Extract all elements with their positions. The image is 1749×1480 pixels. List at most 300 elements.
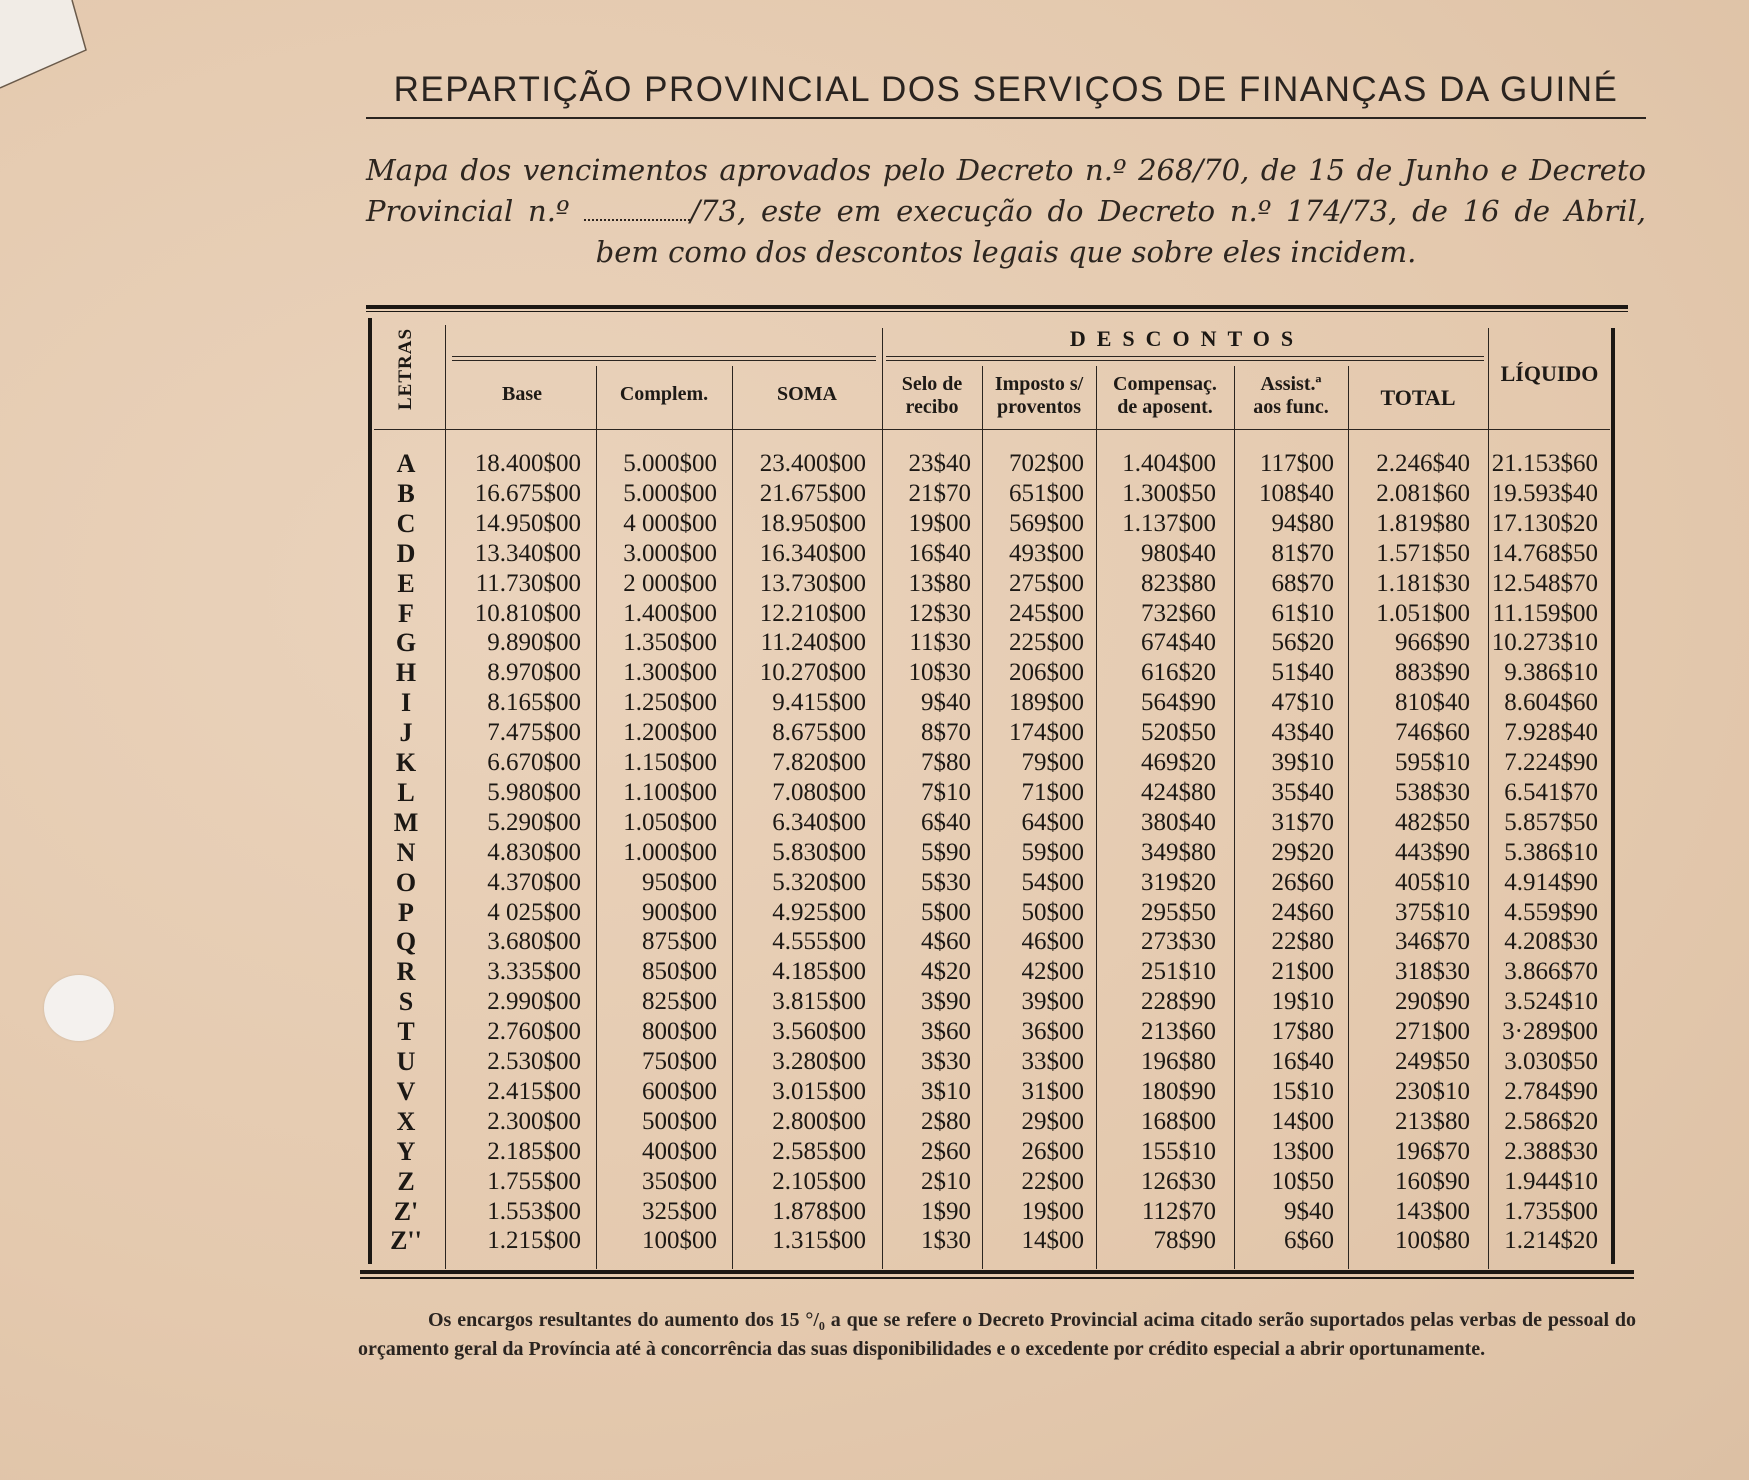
cell-assist: 14$00 [1271,1108,1334,1135]
header-soma: SOMA [777,383,837,405]
cell-base: 3.335$00 [487,958,581,985]
title-rule [366,117,1646,119]
cell-assist: 51$40 [1271,659,1334,686]
table-row [0,748,1640,778]
row-letter: I [400,688,412,717]
left-group-rule-upper [452,356,876,357]
row-letter: Z'' [390,1226,422,1255]
table-row [0,778,1640,808]
row-letter: V [396,1077,416,1106]
cell-liquido: 6.541$70 [1504,779,1598,806]
folded-corner [0,0,90,90]
cell-selo: 21$70 [908,480,971,507]
descontos-rule-upper [886,356,1484,357]
cell-liquido: 1.735$00 [1504,1198,1598,1225]
table-row [0,1107,1640,1137]
cell-assist: 22$80 [1271,928,1334,955]
cell-liquido: 8.604$60 [1504,689,1598,716]
cell-total: 1.819$80 [1376,510,1470,537]
cell-total: 196$70 [1395,1138,1470,1165]
table-row [0,1167,1640,1197]
row-letter: X [396,1107,416,1136]
cell-soma: 21.675$00 [759,480,866,507]
cell-soma: 1.315$00 [772,1227,866,1254]
cell-imposto: 54$00 [1021,869,1084,896]
cell-assist: 43$40 [1271,719,1334,746]
cell-base: 4.370$00 [487,869,581,896]
cell-imposto: 174$00 [1009,719,1084,746]
cell-selo: 12$30 [908,600,971,627]
cell-assist: 81$70 [1271,540,1334,567]
cell-soma: 16.340$00 [759,540,866,567]
cell-total: 143$00 [1395,1198,1470,1225]
cell-imposto: 14$00 [1021,1227,1084,1254]
cell-liquido: 7.224$90 [1504,749,1598,776]
cell-liquido: 11.159$00 [1492,600,1598,627]
table-row [0,479,1640,509]
cell-selo: 3$60 [921,1018,971,1045]
cell-complem: 4 000$00 [623,510,717,537]
cell-total: 595$10 [1395,749,1470,776]
header-selo-line2: recibo [905,396,959,418]
cell-base: 18.400$00 [474,450,581,477]
row-letter: S [398,987,414,1016]
cell-compens: 228$90 [1141,988,1216,1015]
cell-compens: 1.137$00 [1122,510,1216,537]
cell-total: 213$80 [1395,1108,1470,1135]
cell-imposto: 275$00 [1009,570,1084,597]
intro-text-part2: /73, este em execução do Decreto n.º 174/73, de 16 de Abril, bem como dos descontos legais que sobre eles incidem. [595,194,1646,269]
cell-base: 10.810$00 [474,600,581,627]
cell-base: 2.530$00 [487,1048,581,1075]
cell-complem: 325$00 [642,1198,717,1225]
cell-complem: 1.150$00 [623,749,717,776]
table-row [0,1047,1640,1077]
cell-assist: 117$00 [1259,450,1334,477]
cell-imposto: 59$00 [1021,839,1084,866]
cell-selo: 4$60 [921,928,971,955]
row-letter: Y [396,1137,416,1166]
cell-imposto: 50$00 [1021,899,1084,926]
cell-assist: 6$60 [1284,1227,1334,1254]
cell-complem: 1.400$00 [623,600,717,627]
cell-compens: 349$80 [1141,839,1216,866]
table-row [0,1137,1640,1167]
cell-soma: 2.105$00 [772,1168,866,1195]
cell-liquido: 2.388$30 [1504,1138,1598,1165]
cell-compens: 732$60 [1141,600,1216,627]
cell-compens: 213$60 [1141,1018,1216,1045]
cell-soma: 4.555$00 [772,928,866,955]
cell-liquido: 21.153$60 [1491,450,1598,477]
header-selo [882,373,982,419]
cell-total: 966$90 [1395,629,1470,656]
cell-base: 3.680$00 [487,928,581,955]
table-row [0,509,1640,539]
cell-soma: 7.080$00 [772,779,866,806]
cell-compens: 1.404$00 [1122,450,1216,477]
cell-selo: 23$40 [908,450,971,477]
table-row [0,569,1640,599]
cell-assist: 24$60 [1271,899,1334,926]
cell-selo: 19$00 [908,510,971,537]
cell-imposto: 702$00 [1009,450,1084,477]
cell-compens: 168$00 [1141,1108,1216,1135]
cell-total: 883$90 [1395,659,1470,686]
cell-assist: 10$50 [1271,1168,1334,1195]
table-row [0,1197,1640,1227]
cell-assist: 68$70 [1271,570,1334,597]
row-letter: B [397,479,415,508]
cell-imposto: 189$00 [1009,689,1084,716]
cell-soma: 5.830$00 [772,839,866,866]
header-imposto-line1: Imposto s/ [994,373,1084,395]
cell-selo: 5$90 [921,839,971,866]
cell-base: 1.215$00 [487,1227,581,1254]
table-row [0,718,1640,748]
cell-assist: 29$20 [1271,839,1334,866]
cell-soma: 9.415$00 [772,689,866,716]
row-letter: T [397,1017,415,1046]
cell-assist: 31$70 [1271,809,1334,836]
header-imposto [982,373,1096,419]
cell-selo: 9$40 [921,689,971,716]
cell-imposto: 651$00 [1009,480,1084,507]
cell-total: 810$40 [1395,689,1470,716]
row-letter: M [393,808,419,837]
cell-soma: 3.560$00 [772,1018,866,1045]
cell-assist: 16$40 [1271,1048,1334,1075]
table-bottom-rule-thin [360,1277,1634,1279]
table-row [0,628,1640,658]
header-compens-line2: de aposent. [1117,396,1213,418]
cell-base: 2.760$00 [487,1018,581,1045]
cell-compens: 1.300$50 [1122,480,1216,507]
row-letter: P [398,898,414,927]
cell-complem: 1.350$00 [623,629,717,656]
cell-total: 482$50 [1395,809,1470,836]
cell-total: 538$30 [1395,779,1470,806]
cell-liquido: 17.130$20 [1491,510,1598,537]
footnote: Os encargos resultantes do aumento dos 15 °/₀ a que se refere o Decreto Provincial acima citado serão suportados pelas verbas de pessoal do orçamento geral da Província até à concorrência das suas disponibilidades e o excedente por crédito especial a abrir oportunamente. [358,1309,1636,1360]
row-letter: Q [395,927,417,956]
cell-compens: 126$30 [1141,1168,1216,1195]
cell-selo: 13$80 [908,570,971,597]
cell-total: 1.181$30 [1376,570,1470,597]
cell-complem: 800$00 [642,1018,717,1045]
header-imposto-line2: proventos [996,396,1082,418]
row-letter: K [395,748,417,777]
cell-total: 318$30 [1395,958,1470,985]
cell-compens: 674$40 [1141,629,1216,656]
cell-total: 405$10 [1395,869,1470,896]
cell-liquido: 4.914$90 [1504,869,1598,896]
cell-assist: 17$80 [1271,1018,1334,1045]
cell-imposto: 42$00 [1021,958,1084,985]
cell-assist: 19$10 [1271,988,1334,1015]
header-selo-line1: Selo de [901,373,963,395]
cell-soma: 8.675$00 [772,719,866,746]
cell-selo: 8$70 [921,719,971,746]
row-letter: E [397,569,415,598]
cell-complem: 1.250$00 [623,689,717,716]
table-top-rule-thin [366,311,1628,312]
cell-complem: 1.200$00 [623,719,717,746]
cell-liquido: 3.866$70 [1504,958,1598,985]
cell-compens: 155$10 [1141,1138,1216,1165]
cell-imposto: 46$00 [1021,928,1084,955]
table-row [0,658,1640,688]
intro-text-part1: Mapa dos vencimentos aprovados pelo Decreto n.º 268/70, de 15 de Junho e Decreto Provincial n.º [366,153,1646,228]
cell-complem: 5.000$00 [623,480,717,507]
cell-base: 16.675$00 [474,480,581,507]
cell-assist: 108$40 [1259,480,1334,507]
cell-selo: 3$10 [921,1078,971,1105]
cell-complem: 750$00 [642,1048,717,1075]
cell-complem: 1.100$00 [623,779,717,806]
row-letter: A [396,449,416,478]
cell-compens: 319$20 [1141,869,1216,896]
cell-assist: 26$60 [1271,869,1334,896]
header-liquido: LÍQUIDO [1500,361,1599,386]
cell-liquido: 4.559$90 [1504,899,1598,926]
cell-total: 2.081$60 [1376,480,1470,507]
cell-imposto: 569$00 [1009,510,1084,537]
cell-liquido: 14.768$50 [1491,540,1598,567]
cell-liquido: 12.548$70 [1491,570,1598,597]
header-assist-line2: aos func. [1253,396,1329,418]
row-letter: H [395,658,417,687]
cell-complem: 1.300$00 [623,659,717,686]
table-row [0,898,1640,928]
cell-imposto: 31$00 [1021,1078,1084,1105]
cell-liquido: 3.030$50 [1504,1048,1598,1075]
cell-imposto: 33$00 [1021,1048,1084,1075]
cell-assist: 13$00 [1271,1138,1334,1165]
cell-total: 346$70 [1395,928,1470,955]
cell-imposto: 71$00 [1021,779,1084,806]
cell-complem: 900$00 [642,899,717,926]
cell-compens: 295$50 [1141,899,1216,926]
cell-base: 1.553$00 [487,1198,581,1225]
cell-imposto: 29$00 [1021,1108,1084,1135]
cell-selo: 5$30 [921,869,971,896]
cell-selo: 2$60 [921,1138,971,1165]
table-row [0,808,1640,838]
table-bottom-rule [360,1270,1634,1274]
cell-total: 1.051$00 [1376,600,1470,627]
table-row [0,838,1640,868]
row-letter: Z' [393,1197,419,1226]
cell-base: 9.890$00 [487,629,581,656]
table-row [0,539,1640,569]
cell-base: 2.300$00 [487,1108,581,1135]
cell-compens: 78$90 [1153,1227,1216,1254]
cell-complem: 1.050$00 [623,809,717,836]
cell-imposto: 245$00 [1009,600,1084,627]
cell-complem: 500$00 [642,1108,717,1135]
cell-compens: 469$20 [1141,749,1216,776]
cell-liquido: 3.524$10 [1504,988,1598,1015]
cell-soma: 1.878$00 [772,1198,866,1225]
cell-liquido: 3·289$00 [1502,1018,1598,1045]
cell-liquido: 10.273$10 [1491,629,1598,656]
cell-selo: 5$00 [921,899,971,926]
cell-liquido: 9.386$10 [1504,659,1598,686]
cell-total: 230$10 [1395,1078,1470,1105]
cell-selo: 4$20 [921,958,971,985]
cell-compens: 380$40 [1141,809,1216,836]
cell-assist: 61$10 [1271,600,1334,627]
cell-liquido: 7.928$40 [1504,719,1598,746]
cell-imposto: 225$00 [1009,629,1084,656]
cell-base: 5.980$00 [487,779,581,806]
cell-selo: 1$90 [921,1198,971,1225]
cell-compens: 823$80 [1141,570,1216,597]
cell-base: 8.165$00 [487,689,581,716]
cell-selo: 11$30 [909,629,971,656]
cell-assist: 39$10 [1271,749,1334,776]
header-letras [386,323,426,415]
header-compens [1096,373,1234,419]
cell-imposto: 26$00 [1021,1138,1084,1165]
cell-complem: 1.000$00 [623,839,717,866]
cell-soma: 2.800$00 [772,1108,866,1135]
cell-total: 443$90 [1395,839,1470,866]
cell-base: 2.990$00 [487,988,581,1015]
cell-soma: 6.340$00 [772,809,866,836]
cell-total: 249$50 [1395,1048,1470,1075]
cell-liquido: 4.208$30 [1504,928,1598,955]
row-letter: O [395,868,417,897]
cell-assist: 9$40 [1284,1198,1334,1225]
cell-base: 6.670$00 [487,749,581,776]
cell-compens: 616$20 [1141,659,1216,686]
cell-soma: 12.210$00 [759,600,866,627]
table-row [0,1226,1640,1256]
cell-total: 2.246$40 [1376,450,1470,477]
cell-liquido: 2.784$90 [1504,1078,1598,1105]
header-assist-line1: Assist.ª [1260,373,1322,395]
cell-imposto: 39$00 [1021,988,1084,1015]
cell-soma: 4.925$00 [772,899,866,926]
cell-imposto: 206$00 [1009,659,1084,686]
header-assist [1234,373,1348,419]
cell-complem: 350$00 [642,1168,717,1195]
cell-base: 7.475$00 [487,719,581,746]
cell-base: 2.415$00 [487,1078,581,1105]
cell-liquido: 5.857$50 [1504,809,1598,836]
row-letter: U [396,1047,416,1076]
cell-soma: 2.585$00 [772,1138,866,1165]
cell-base: 14.950$00 [474,510,581,537]
row-letter: D [396,539,416,568]
cell-assist: 35$40 [1271,779,1334,806]
cell-selo: 1$30 [921,1227,971,1254]
row-letter: N [396,838,416,867]
left-group-rule-lower [452,360,876,361]
row-letter: G [395,628,417,657]
table-row [0,868,1640,898]
cell-complem: 2 000$00 [623,570,717,597]
cell-imposto: 79$00 [1021,749,1084,776]
cell-complem: 5.000$00 [623,450,717,477]
cell-liquido: 1.944$10 [1504,1168,1598,1195]
cell-base: 13.340$00 [474,540,581,567]
cell-soma: 4.185$00 [772,958,866,985]
cell-complem: 875$00 [642,928,717,955]
cell-imposto: 493$00 [1009,540,1084,567]
cell-compens: 251$10 [1141,958,1216,985]
table-row [0,1017,1640,1047]
cell-soma: 23.400$00 [759,450,866,477]
cell-complem: 850$00 [642,958,717,985]
cell-soma: 11.240$00 [760,629,866,656]
table-row [0,957,1640,987]
cell-soma: 3.015$00 [772,1078,866,1105]
intro-paragraph [366,150,1646,273]
cell-imposto: 19$00 [1021,1198,1084,1225]
cell-compens: 273$30 [1141,928,1216,955]
cell-imposto: 36$00 [1021,1018,1084,1045]
cell-complem: 3.000$00 [623,540,717,567]
cell-selo: 2$80 [921,1108,971,1135]
cell-soma: 3.280$00 [772,1048,866,1075]
cell-imposto: 64$00 [1021,809,1084,836]
cell-assist: 15$10 [1271,1078,1334,1105]
cell-complem: 600$00 [642,1078,717,1105]
cell-selo: 3$90 [921,988,971,1015]
cell-selo: 7$80 [921,749,971,776]
cell-base: 4 025$00 [487,899,581,926]
cell-compens: 112$70 [1141,1198,1216,1225]
cell-assist: 47$10 [1271,689,1334,716]
cell-total: 1.571$50 [1376,540,1470,567]
cell-selo: 7$10 [921,779,971,806]
cell-selo: 2$10 [921,1168,971,1195]
cell-base: 5.290$00 [487,809,581,836]
cell-compens: 180$90 [1141,1078,1216,1105]
row-letter: R [396,957,416,986]
cell-base: 8.970$00 [487,659,581,686]
cell-selo: 10$30 [908,659,971,686]
cell-complem: 400$00 [642,1138,717,1165]
cell-liquido: 19.593$40 [1491,480,1598,507]
blank-decree-number [584,199,690,221]
cell-assist: 94$80 [1271,510,1334,537]
cell-selo: 3$30 [921,1048,971,1075]
cell-complem: 100$00 [642,1227,717,1254]
page-title: REPARTIÇÃO PROVINCIAL DOS SERVIÇOS DE FINANÇAS DA GUINÉ [393,70,1619,109]
header-total: TOTAL [1380,385,1456,410]
cell-base: 1.755$00 [487,1168,581,1195]
cell-compens: 196$80 [1141,1048,1216,1075]
cell-soma: 3.815$00 [772,988,866,1015]
cell-compens: 980$40 [1141,540,1216,567]
cell-soma: 5.320$00 [772,869,866,896]
cell-compens: 424$80 [1141,779,1216,806]
cell-base: 2.185$00 [487,1138,581,1165]
cell-total: 290$90 [1395,988,1470,1015]
table-row [0,1077,1640,1107]
row-letter: F [398,599,414,628]
header-bottom-rule [374,429,1610,430]
table-row [0,449,1640,479]
descontos-rule-lower [886,360,1484,361]
row-letter: J [399,718,413,747]
cell-complem: 950$00 [642,869,717,896]
table-row [0,987,1640,1017]
